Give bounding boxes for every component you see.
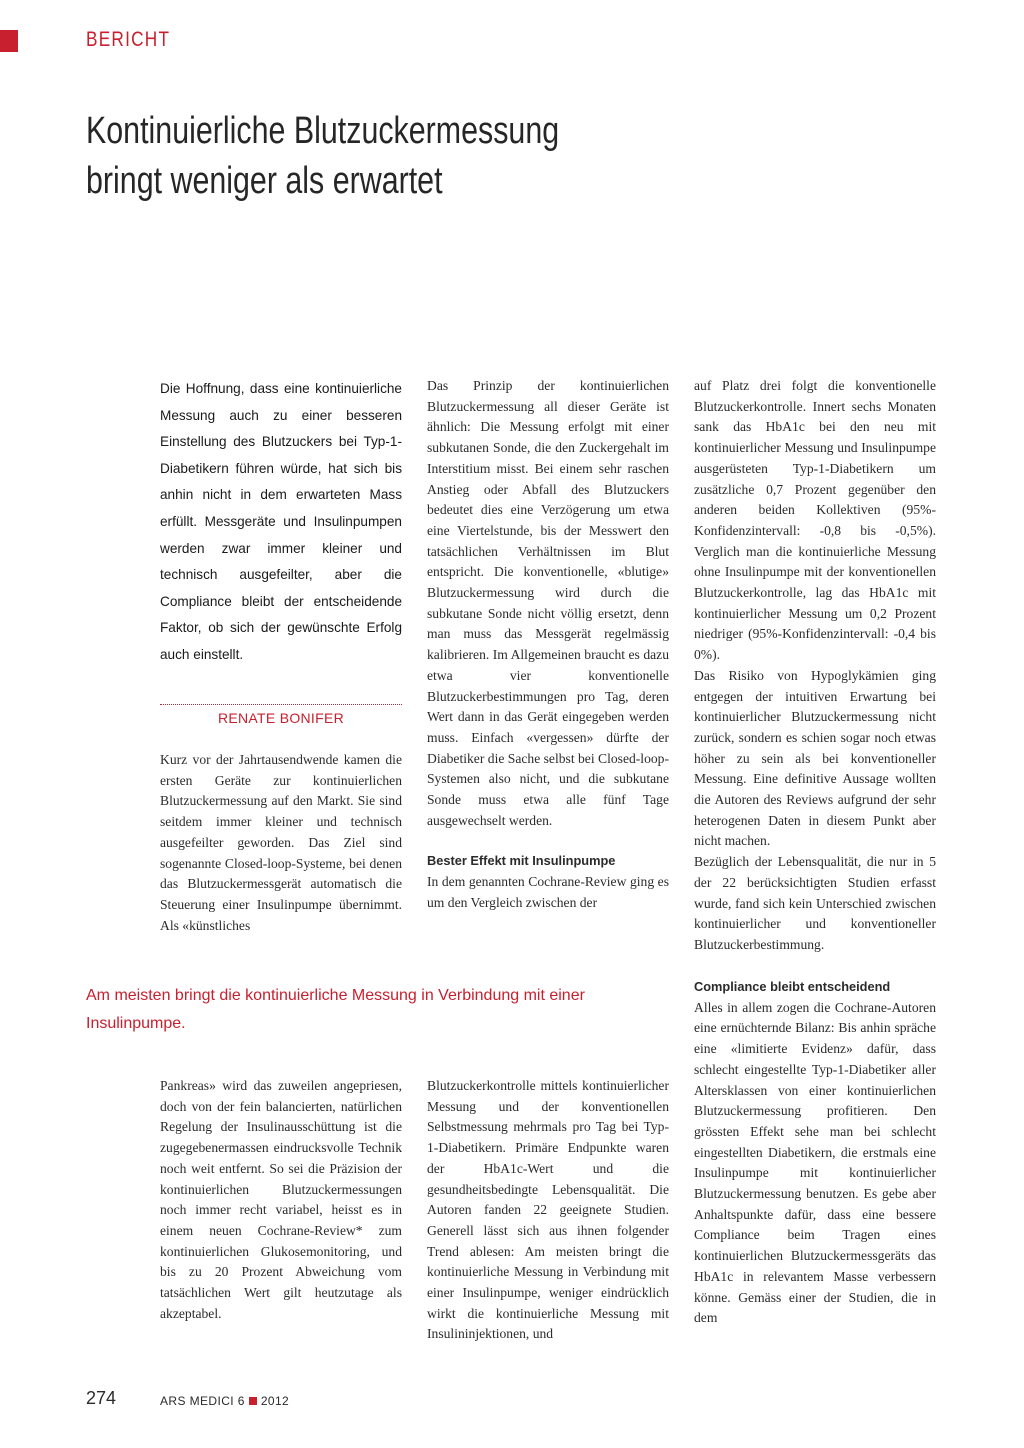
journal-info [160,1394,289,1408]
body-paragraph: Pankreas» wird das zuweilen angepriesen, doch von der fein balancierten, natürlichen Regelung der Insulinausschüttung ist die zugegebenermassen eindrucksvolle Technik noch weit entfernt. So sei die Präzision der kontinuierlichen Blutzuckermessungen noch immer recht variabel, heisst es in einem neuen Cochrane-Review* zum kontinuierlichen Glukosemonitoring, und bis zu 20 Prozent Abweichung vom tatsächlichen Wert gilt heutzutage als akzeptabel. [160,1078,402,1321]
article-title [86,106,694,206]
body-paragraph: Alles in allem zogen die Cochrane-Autoren eine ernüchternde Bilanz: Bis anhin spräche eine «limitierte Evidenz» dafür, dass schlecht eingestellte Typ-1-Diabetiker aller Altersklassen von einer kontinuierlichen Blutzuckermessung profitieren. Den grössten Effekt sehe man bei schlecht eingestellten Diabetikern, die erstmals eine Insulinpumpe mit kontinuierlicher Blutzuckermessung benutzen. Es gebe aber Anhaltspunkte dafür, dass eine bessere Compliance beim Tragen eines kontinuierlichen Blutzuckermessgeräts das HbA1c in relevantem Masse verbessern könne. Gemäss einer der Studien, die in dem [694,999,936,1326]
section-label: BERICHT [86,28,171,51]
title-line-1: Kontinuierliche Blutzuckermessung [86,110,560,152]
body-paragraph: Bezüglich der Lebensqualität, die nur in 5 der 22 berücksichtigten Studien erfasst wurde, fand sich kein Unterschied zwischen kontinuierlicher und konventioneller Blutzuckerbestimmung. [694,854,936,952]
body-paragraph: Das Risiko von Hypoglykämien ging entgegen der intuitiven Erwartung bei kontinuierlicher Blutzuckermessung nicht zurück, sondern es schien sogar noch etwas höher zu sein als bei konventioneller Messung. Eine definitive Aussage wollten die Autoren des Reviews aufgrund der sehr heterogenen Daten in diesem Punkt aber nicht machen. [694,667,936,849]
column-1-bottom [160,1076,402,1324]
journal-year: 2012 [260,1394,290,1408]
body-paragraph: Blutzuckerkontrolle mittels kontinuierlicher Messung und der konventionellen Selbstmessung mehrmals pro Tag bei Typ-1-Diabetikern. Primäre Endpunkte waren der HbA1c-Wert und die gesundheitsbedingte Lebensqualität. Die Autoren fanden 22 geeignete Studien. Generell lässt sich aus ihnen folgender Trend ablesen: Am meisten bringt die kontinuierliche Messung in Verbindung mit einer Insulinpumpe, weniger eindrücklich wirkt die kontinuierliche Messung mit Insulininjektionen, und [427,1078,669,1342]
column-1-top [160,750,402,936]
body-paragraph: Kurz vor der Jahrtausendwende kamen die ersten Geräte zur kontinuierlichen Blutzuckermessung auf den Markt. Sie sind seitdem immer kleiner und technisch ausgefeilter geworden. Das Ziel sind sogenannte Closed-loop-Systeme, bei denen das Blutzuckermessgerät automatisch die Steuerung einer Insulinpumpe übernimmt. Als «künstliches [160,752,402,933]
subheading-compliance: Compliance bleibt entscheidend [694,978,891,994]
body-paragraph: In dem genannten Cochrane-Review ging es um den Vergleich zwischen der [427,874,669,911]
body-paragraph: auf Platz drei folgt die konventionelle Blutzuckerkontrolle. Innert sechs Monaten sank das HbA1c bei den neu mit kontinuierlicher Messung und Insulinpumpe ausgerüsteten Typ-1-Diabetikern um zusätzliche 0,7 Prozent gegenüber den anderen beiden Kollektiven (95%-Konfidenzintervall: -0,8 bis -0,5%). Verglich man die kontinuierliche Messung ohne Insulinpumpe mit der konventionellen Blutzuckerkontrolle, lag das HbA1c mit kontinuierlicher Messung um 0,2 Prozent niedriger (95%-Konfidenzintervall: -0,4 bis 0%). [694,378,936,663]
column-2-top [427,376,669,914]
column-3 [694,376,936,1329]
separator-square-icon [249,1397,257,1405]
author-name: RENATE BONIFER [217,710,345,726]
subheading-insulin-pump: Bester Effekt mit Insulinpumpe [427,853,616,869]
page-number: 274 [86,1388,117,1408]
lead-paragraph: Die Hoffnung, dass eine kontinuierliche Messung auch zu einer besseren Einstellung des Blutzuckers bei Typ-1-Diabetikern führen würde, hat sich bis anhin nicht in dem erwarteten Mass erfüllt. Messgeräte und Insulinpumpen werden zwar immer kleiner und technisch ausgefeilter, aber die Compliance bleibt der entscheidende Faktor, ob sich der gewünschte Erfolg auch einstellt. [160,381,402,662]
section-marker [0,30,18,52]
body-paragraph: Das Prinzip der kontinuierlichen Blutzuckermessung all dieser Geräte ist ähnlich: Die Messung erfolgt mit einer subkutanen Sonde, die den Zuckergehalt im Interstitium misst. Bei einem sehr raschen Anstieg oder Abfall des Blutzuckers bedeutet dies eine Verzögerung um etwa eine Viertelstunde, bis der Messwert den tatsächlichen Verhältnissen im Blut entspricht. Die konventionelle, «blutige» Blutzuckermessung wird durch die subkutane Sonde nicht völlig ersetzt, denn man muss das Messgerät regelmässig kalibrieren. Im Allgemeinen braucht es dazu etwa vier konventionelle Blutzuckerbestimmungen pro Tag, deren Wert dann in das Gerät eingegeben werden muss. Einfach «vergessen» dürfte der Diabetiker die Sache selbst bei Closed-loop-Systemen also nicht, und die subkutane Sonde muss etwa alle fünf Tage ausgewechselt werden. [427,378,669,828]
pull-quote: Am meisten bringt die kontinuierliche Messung in Verbindung mit einer Insulinpumpe. [86,987,585,1032]
author-divider [160,704,402,705]
column-2-bottom [427,1076,669,1345]
title-line-2: bringt weniger als erwartet [86,160,443,202]
journal-name: ARS MEDICI 6 [160,1394,245,1408]
